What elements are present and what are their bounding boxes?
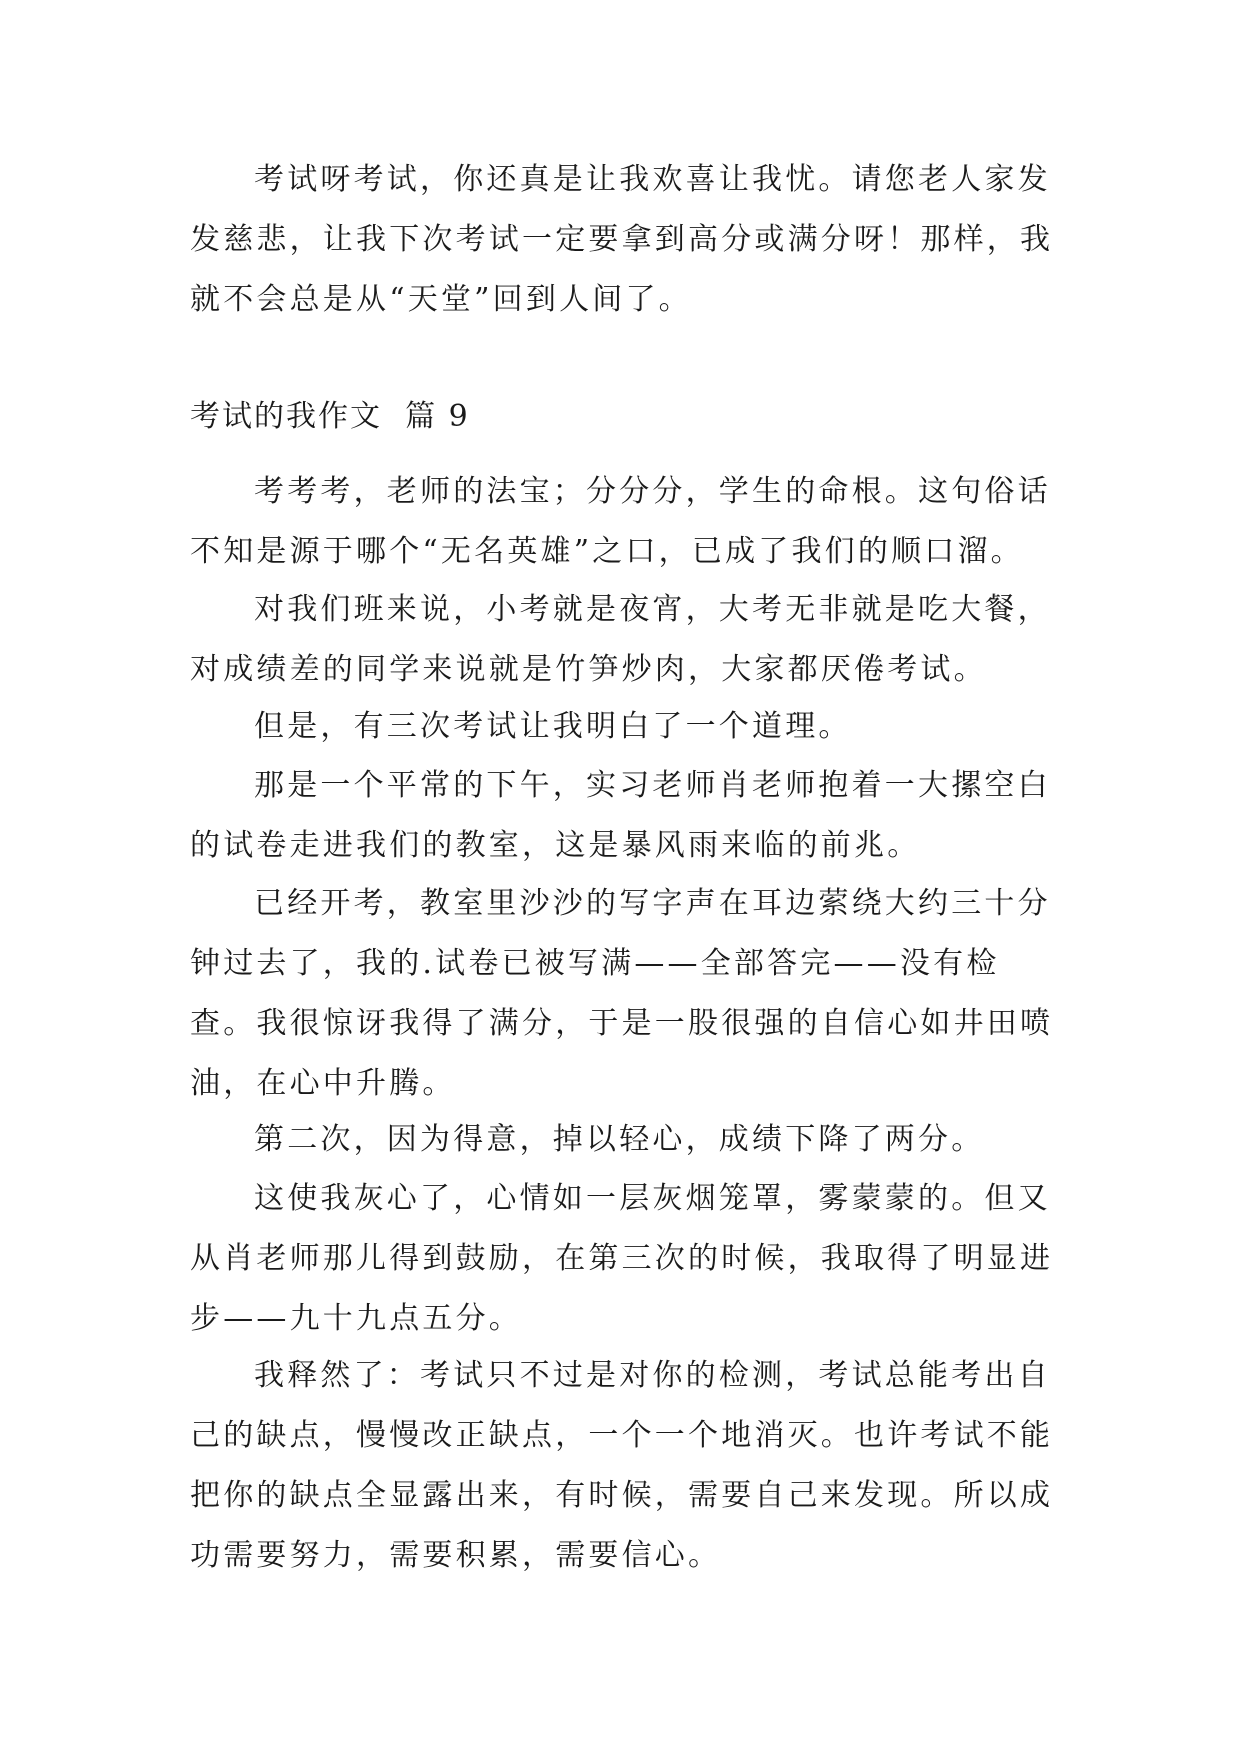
paragraph-7: 这使我灰心了，心情如一层灰烟笼罩，雾蒙蒙的。但又从肖老师那儿得到鼓励，在第三次的时候，我取得了明显进步——九十九点五分。 (190, 1181, 1054, 1336)
paragraph-6: 第二次，因为得意，掉以轻心，成绩下降了两分。 (254, 1122, 985, 1157)
paragraph-4: 那是一个平常的下午，实习老师肖老师抱着一大摞空白的试卷走进我们的教室，这是暴风雨来临的前兆。 (190, 768, 1051, 863)
paragraph-1: 考考考，老师的法宝；分分分，学生的命根。这句俗话不知是源于哪个“无名英雄”之口，已成了我们的顺口溜。 (190, 474, 1051, 569)
paragraph-intro: 考试呀考试，你还真是让我欢喜让我忧。请您老人家发发慈悲，让我下次考试一定要拿到高分或满分呀！那样，我就不会总是从“天堂”回到人间了。 (190, 162, 1054, 317)
paragraph-5: 已经开考，教室里沙沙的写字声在耳边萦绕大约三十分钟过去了，我的.试卷已被写满——全部答完——没有检查。我很惊讶我得了满分，于是一股很强的自信心如井田喷油，在心中升腾。 (190, 886, 1054, 1101)
paragraph-8: 我释然了：考试只不过是对你的检测，考试总能考出自己的缺点，慢慢改正缺点，一个一个地消灭。也许考试不能把你的缺点全显露出来，有时候，需要自己来发现。所以成功需要努力，需要积累，需要信心。 (190, 1358, 1054, 1573)
paragraph-3: 但是，有三次考试让我明白了一个道理。 (254, 709, 852, 744)
paragraph-2: 对我们班来说，小考就是夜宵，大考无非就是吃大餐，对成绩差的同学来说就是竹笋炒肉，大家都厌倦考试。 (190, 592, 1051, 687)
section-heading: 考试的我作文 篇 9 (190, 399, 470, 434)
